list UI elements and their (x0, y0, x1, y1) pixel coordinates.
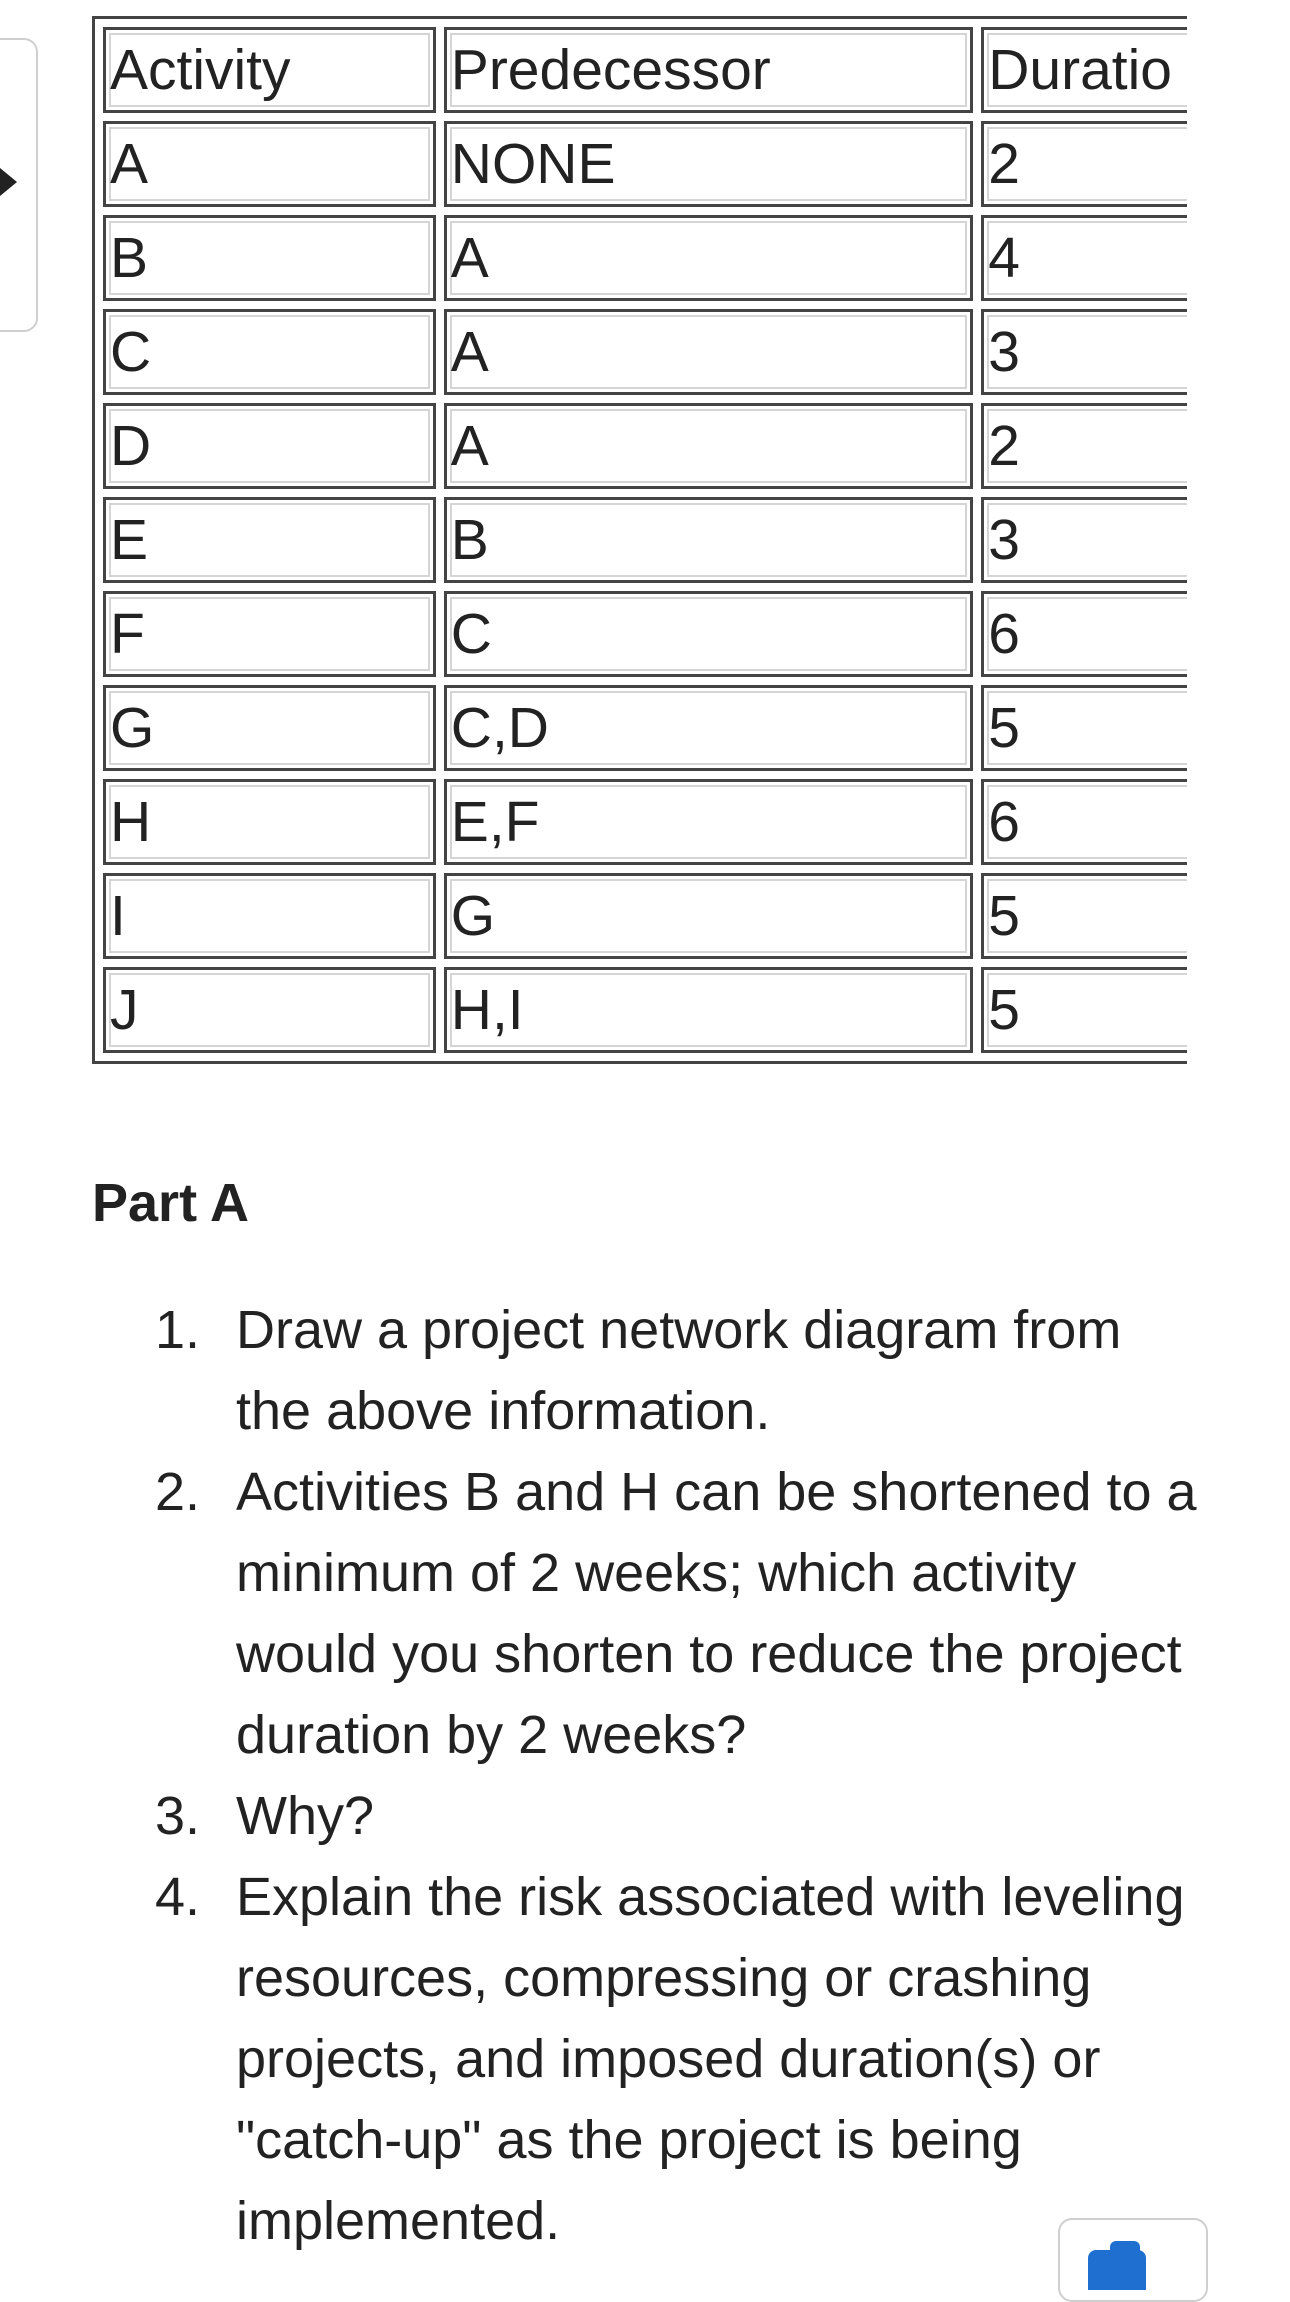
question-item (155, 1290, 1205, 1452)
question-text: Draw a project network diagram from the above information. (236, 1300, 1122, 1441)
cell-predecessor: A (444, 215, 973, 301)
question-number: 3. (155, 1786, 201, 1846)
activity-table (92, 16, 1187, 1064)
cell-activity: E (103, 497, 436, 583)
question-number: 4. (155, 1867, 201, 1927)
cell-predecessor: E,F (444, 779, 973, 865)
cell-duration: 6 (981, 779, 1187, 865)
header-predecessor: Predecessor (444, 27, 973, 113)
part-heading: Part A (92, 1173, 250, 1233)
question-item (155, 1452, 1205, 1776)
cell-duration: 2 (981, 121, 1187, 207)
table-row (103, 215, 1187, 301)
cell-duration: 2 (981, 403, 1187, 489)
table-row (103, 403, 1187, 489)
cell-activity: C (103, 309, 436, 395)
cell-predecessor: B (444, 497, 973, 583)
cell-activity: I (103, 873, 436, 959)
question-number: 1. (155, 1300, 201, 1360)
cell-predecessor: C,D (444, 685, 973, 771)
activity-table-container (92, 16, 1187, 1116)
table-row (103, 591, 1187, 677)
cell-activity: J (103, 967, 436, 1053)
cell-duration: 3 (981, 497, 1187, 583)
header-activity: Activity (103, 27, 436, 113)
cell-predecessor: A (444, 403, 973, 489)
question-text: Why? (236, 1786, 375, 1846)
cell-duration: 4 (981, 215, 1187, 301)
question-number: 2. (155, 1462, 201, 1522)
cell-predecessor: A (444, 309, 973, 395)
cell-predecessor: C (444, 591, 973, 677)
question-list (155, 1290, 1205, 2262)
table-row (103, 121, 1187, 207)
folder-icon (1088, 2250, 1146, 2290)
cell-activity: F (103, 591, 436, 677)
question-item (155, 1776, 1205, 1857)
cell-duration: 5 (981, 967, 1187, 1053)
table-row (103, 873, 1187, 959)
cell-duration: 3 (981, 309, 1187, 395)
cell-predecessor: G (444, 873, 973, 959)
cell-activity: A (103, 121, 436, 207)
table-row (103, 497, 1187, 583)
table-header-row (103, 27, 1187, 113)
table-row (103, 685, 1187, 771)
folder-button[interactable] (1058, 2218, 1208, 2302)
table-row (103, 309, 1187, 395)
cell-activity: D (103, 403, 436, 489)
table-row (103, 779, 1187, 865)
cell-activity: B (103, 215, 436, 301)
question-text: Activities B and H can be shortened to a minimum of 2 weeks; which activity would you shorten to reduce the project duration by 2 weeks? (236, 1462, 1197, 1765)
cell-duration: 5 (981, 873, 1187, 959)
header-duration: Duratio (981, 27, 1187, 113)
question-item (155, 1857, 1205, 2262)
cell-duration: 6 (981, 591, 1187, 677)
cell-activity: H (103, 779, 436, 865)
table-row (103, 967, 1187, 1053)
cell-predecessor: NONE (444, 121, 973, 207)
question-text: Explain the risk associated with leveling resources, compressing or crashing projects, and imposed duration(s) or "catch-up" as the project is being implemented. (236, 1867, 1185, 2251)
cell-activity: G (103, 685, 436, 771)
cell-predecessor: H,I (444, 967, 973, 1053)
cell-duration: 5 (981, 685, 1187, 771)
caret-right-icon[interactable] (0, 168, 17, 196)
